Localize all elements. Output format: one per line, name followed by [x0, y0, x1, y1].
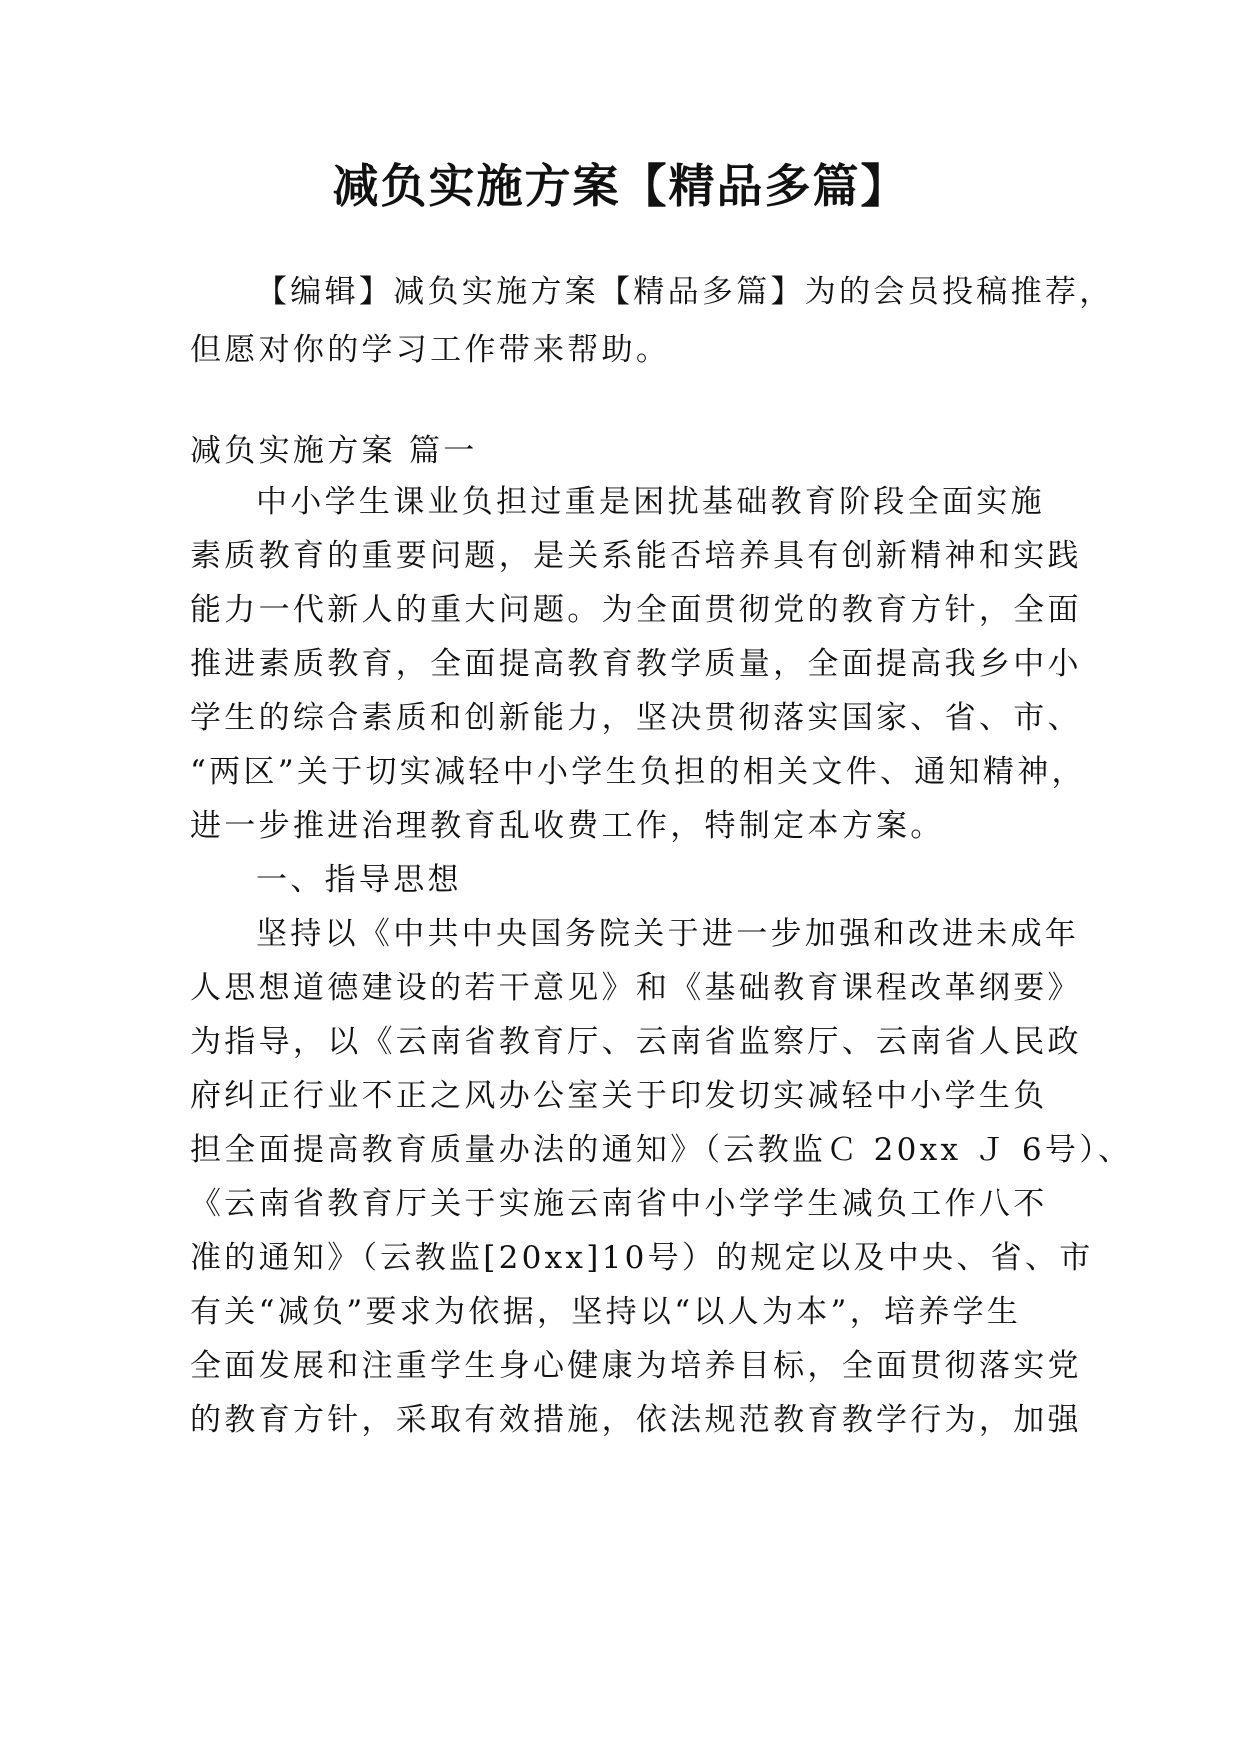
intro-line: 但愿对你的学习工作带来帮助。 — [190, 332, 671, 368]
paragraph-line: 素质教育的重要问题，是关系能否培养具有创新精神和实践 — [190, 538, 1082, 574]
paragraph-line: 担全面提高教育质量办法的通知》（云教监Ｃ 20xx Ｊ 6号）、 — [190, 1132, 1133, 1168]
paragraph-line: 全面发展和注重学生身心健康为培养目标，全面贯彻落实党 — [190, 1348, 1082, 1384]
document-title: 减负实施方案【精品多篇】 — [332, 159, 909, 213]
section-heading: 减负实施方案 篇一 — [190, 433, 478, 469]
paragraph-line: 府纠正行业不正之风办公室关于印发切实减轻中小学生负 — [190, 1078, 1048, 1114]
paragraph-line: 坚持以《中共中央国务院关于进一步加强和改进未成年 — [256, 916, 1080, 952]
paragraph-line: 能力一代新人的重大问题。为全面贯彻党的教育方针，全面 — [190, 592, 1082, 628]
paragraph-line: 学生的综合素质和创新能力，坚决贯彻落实国家、省、市、 — [190, 700, 1082, 736]
paragraph-line: “两区”关于切实减轻中小学生负担的相关文件、通知精神， — [190, 754, 1086, 790]
paragraph-line: 中小学生课业负担过重是困扰基础教育阶段全面实施 — [256, 484, 1045, 520]
paragraph-line: 为指导，以《云南省教育厅、云南省监察厅、云南省人民政 — [190, 1024, 1082, 1060]
paragraph-line: 推进素质教育，全面提高教育教学质量，全面提高我乡中小 — [190, 646, 1082, 682]
paragraph-line: 有关“减负”要求为依据，坚持以“以人为本”，培养学生 — [190, 1294, 1022, 1330]
paragraph-line: 《云南省教育厅关于实施云南省中小学学生减负工作八不 — [190, 1186, 1048, 1222]
paragraph-line: 人思想道德建设的若干意见》和《基础教育课程改革纲要》 — [190, 970, 1082, 1006]
intro-line: 【编辑】减负实施方案【精品多篇】为的会员投稿推荐， — [256, 274, 1114, 310]
paragraph-line: 准的通知》（云教监[20xx]10号）的规定以及中央、省、市 — [190, 1240, 1094, 1276]
paragraph-line: 的教育方针，采取有效措施，依法规范教育教学行为，加强 — [190, 1402, 1082, 1438]
paragraph-line: 进一步推进治理教育乱收费工作，特制定本方案。 — [190, 808, 945, 844]
subheading: 一、指导思想 — [256, 862, 462, 898]
